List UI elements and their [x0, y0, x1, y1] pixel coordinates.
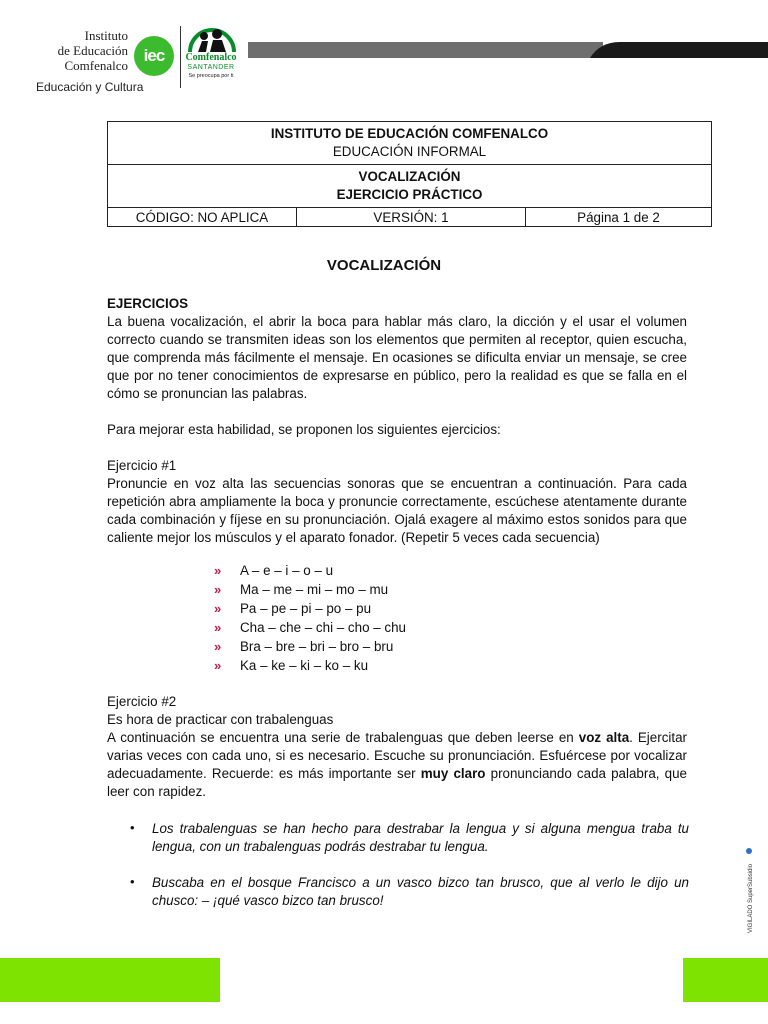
code-cell: CÓDIGO: NO APLICA: [108, 208, 297, 227]
spiral-bullet-icon: »: [214, 620, 222, 635]
footer-green-block-left: [0, 958, 220, 1002]
bullet-icon: •: [130, 820, 135, 835]
bullet-icon: •: [130, 874, 135, 889]
program-name: EDUCACIÓN INFORMAL: [332, 144, 487, 159]
logo-divider: [180, 26, 181, 88]
institute-name: Instituto de Educación Comfenalco: [57, 28, 128, 73]
header-decorative-bar: [248, 42, 768, 58]
comfenalco-city: SANTANDER: [187, 64, 235, 71]
list-item: » Bra – bre – bri – bro – bru: [214, 639, 394, 654]
exercise-1-text: Pronuncie en voz alta las secuencias sonoras que se encuentran a continuación. Para cada repetición abra ampliamente la boca y pronuncie correctamente, escúchese atentamente durante cada combinación y fíjese en su pronunciación. Ojalá exagere al máximo estos sonidos para que caliente mejor los músculos y el aparato fonador. (Repetir 5 veces cada secuencia): [107, 476, 687, 545]
emphasis-voz-alta: voz alta: [578, 730, 630, 745]
institution-name: INSTITUTO DE EDUCACIÓN COMFENALCO: [270, 126, 549, 141]
tongue-twister-1: Los trabalenguas se han hecho para destrabar la lengua y si alguna mengua traba tu lengua, con un trabalenguas podrás destrabar tu lengua.: [152, 821, 689, 854]
comfenalco-tagline: Se preocupa por ti: [188, 73, 234, 79]
header-subtitle: Educación y Cultura: [36, 80, 144, 94]
list-item: » Ka – ke – ki – ko – ku: [214, 658, 369, 673]
spiral-bullet-icon: »: [214, 563, 222, 578]
exercise-2-subtitle: Es hora de practicar con trabalenguas: [107, 712, 334, 727]
iec-logo: iec: [134, 36, 174, 76]
version-cell: VERSIÓN: 1: [297, 208, 526, 227]
list-item: » Ma – me – mi – mo – mu: [214, 582, 389, 597]
svg-text:VIGILADO SuperSubsidio: VIGILADO SuperSubsidio: [748, 863, 754, 933]
tongue-twister-2: Buscaba en el bosque Francisco a un vasco bizco tan brusco, que al verlo le dijo un chusco: – ¡qué vasco bizco tan brusco!: [152, 875, 689, 908]
emphasis-muy-claro: muy claro: [420, 766, 486, 781]
spiral-bullet-icon: »: [214, 658, 222, 673]
exercise-2-title: Ejercicio #2: [107, 694, 177, 709]
comfenalco-name: Comfenalco: [185, 52, 237, 63]
institution-cell: [108, 122, 712, 165]
exercise-type: EJERCICIO PRÁCTICO: [336, 187, 483, 202]
exercise-1-title: Ejercicio #1: [107, 458, 177, 473]
footer-green-block-right: [683, 958, 768, 1002]
section-heading: EJERCICIOS: [107, 296, 189, 311]
exercise-2-text: A continuación se encuentra una serie de trabalenguas que deben leerse en voz alta. Ejercitar varias veces con cada uno, si es necesario. Escuche su pronunciación. Esfuércese por vocalizar adecuadamente. Recuerde: es más importante ser muy claro pronunciando cada palabra, que leer con rapidez.: [107, 730, 687, 799]
subject-cell: [108, 165, 712, 208]
list-item: » A – e – i – o – u: [214, 563, 334, 578]
vigilado-mark: [742, 845, 756, 935]
spiral-bullet-icon: »: [214, 639, 222, 654]
spiral-bullet-icon: »: [214, 601, 222, 616]
spiral-bullet-icon: »: [214, 582, 222, 597]
document-header-table: [107, 121, 712, 227]
subject-name: VOCALIZACIÓN: [358, 169, 461, 184]
list-item: » Cha – che – chi – cho – chu: [214, 620, 407, 635]
document-title: VOCALIZACIÓN: [326, 257, 442, 274]
page-cell: Página 1 de 2: [526, 208, 712, 227]
list-item: » Pa – pe – pi – po – pu: [214, 601, 372, 616]
intro-paragraph: La buena vocalización, el abrir la boca para hablar más claro, la dicción y el usar el volumen correcto cuando se transmiten ideas son los elementos que permiten al receptor, quien escucha, que comprenda más fácilmente el mensaje. En ocasiones se dificulta enviar un mensaje, se cree que por no tener conocimientos de expresarse en público, pero la realidad es que se falla en el cómo se pronuncian las palabras.: [107, 314, 687, 401]
improve-paragraph: Para mejorar esta habilidad, se proponen los siguientes ejercicios:: [107, 422, 501, 437]
